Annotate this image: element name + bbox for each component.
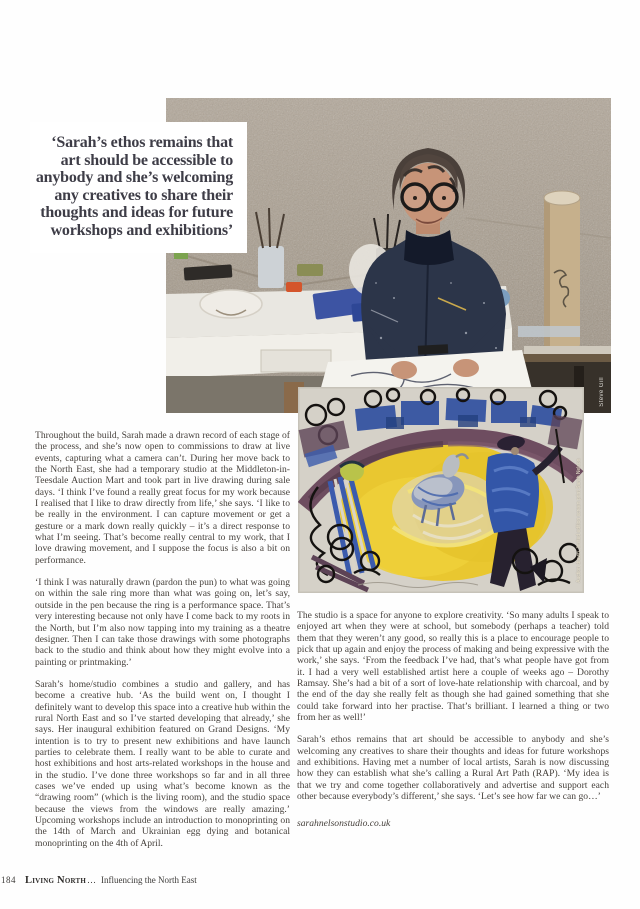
artwork-print [298,387,584,593]
page-number: 184 [1,875,16,885]
article-paragraph: Sarah’s ethos remains that art should be accessible to anybody and she’s welcoming any creatives to share their thoughts and ideas for future workshops and exhibitions. Having met a number of local artists, Sarah is now discussing how they can establish what she’s calling a Rural Art Path (RAP). ‘My idea is that we try and come together collaboratively and advertise and support each other because everybody’s different,’ she says. ‘Let’s see how far we can go…’ [297,734,609,803]
artwork-painting [298,387,584,593]
magazine-name: Living North [25,875,86,886]
article-column-right [297,610,609,829]
article-paragraph: Throughout the build, Sarah made a drawn record of each stage of the process, and she’s now open to commissions to draw at live events, capturing what a camera can’t. During her move back to the North East, she had a temporary studio at the Middleton-in-Teesdale Auction Mart and took part in live drawing during sale days. ‘I think I’ve found a really great focus for my work because I realised that I like to draw directly from life,’ she says. ‘I like to be really in the environment. I can capture movement or get a gesture or a mark down really quickly – it’s a direct response to what I’m seeing. That’s become really central to my work, that I love drawing movement, and I suppose the focus is also a bit on performance. [35,430,290,566]
pull-quote-text: ‘Sarah’s ethos remains that art should be accessible to anybody and she’s welcoming any creatives to share their thoughts and ideas for future workshops and exhibitions’ [35,134,233,239]
article-paragraph: ‘I think I was naturally drawn (pardon the pun) to what was going on within the sale ring more than what was going on, let’s say, outside in the pen because the ring is a performance space. That’s very interesting because not only have I come back to my roots in the North, but I’m also now tapping into my training as a theatre designer. Then I can take those drawings with some photographs back to the studio and think about how they might evolve into a painting or printmaking.’ [35,577,290,668]
article-paragraph: Sarah’s home/studio combines a studio and gallery, and has become a creative hub. ‘As the build went on, I thought I definitely want to develop this space into a creative hub within the rural North East and so I’ve started developing that already,’ she says. Her inaugural exhibition featured on Grand Designs. ‘My intention is to try to present new exhibitions and have launch parties to celebrate them. I really want to be able to curate and host exhibitions and host arts-related workshops in the house and in the studio. I’ve done three workshops so far and in all three cases we’ve ended up using what’s become known as the “drawing room” (which is the living room), and the studio space because the views from the windows are really amazing.’ Upcoming workshops include an introduction to monoprinting on the 14th of March and Ukrainian egg dying and botanical monoprinting on the 4th of April. [35,678,290,849]
article-column-left [35,430,290,860]
footer-tagline: Influencing the North East [100,875,197,885]
photo-credit: Steve Gill [599,377,605,407]
page-footer [1,875,421,886]
article-paragraph: The studio is a space for anyone to explore creativity. ‘So many adults I speak to enjoyed art when they were at school, but somebody (perhaps a teacher) told them that they weren’t any good, so really this is a place to encourage people to pick that up again and enjoy the process of making and being expressive with the work,’ she says. ‘From the feedback I’ve had, that’s what people have got from it. I had a very well established artist here a couple of weeks ago – Dorothy Ramsay. She’s had a bit of a sort of love-hate relationship with charcoal, and by the end of the day she really felt as though she had gained something that she could take forward into her practise. That’s brilliant. I learned a thing or two from her as well!’ [297,610,609,724]
pull-quote-box [30,122,247,253]
artwork-caption-line2: Sarah Nelson [576,459,582,490]
footer-separator: … [86,875,97,885]
artwork-caption-line1: Auction drawn, limited edition screen print [576,490,582,583]
artwork-caption [576,459,582,583]
website-url: sarahnelsonstudio.co.uk [297,817,391,829]
